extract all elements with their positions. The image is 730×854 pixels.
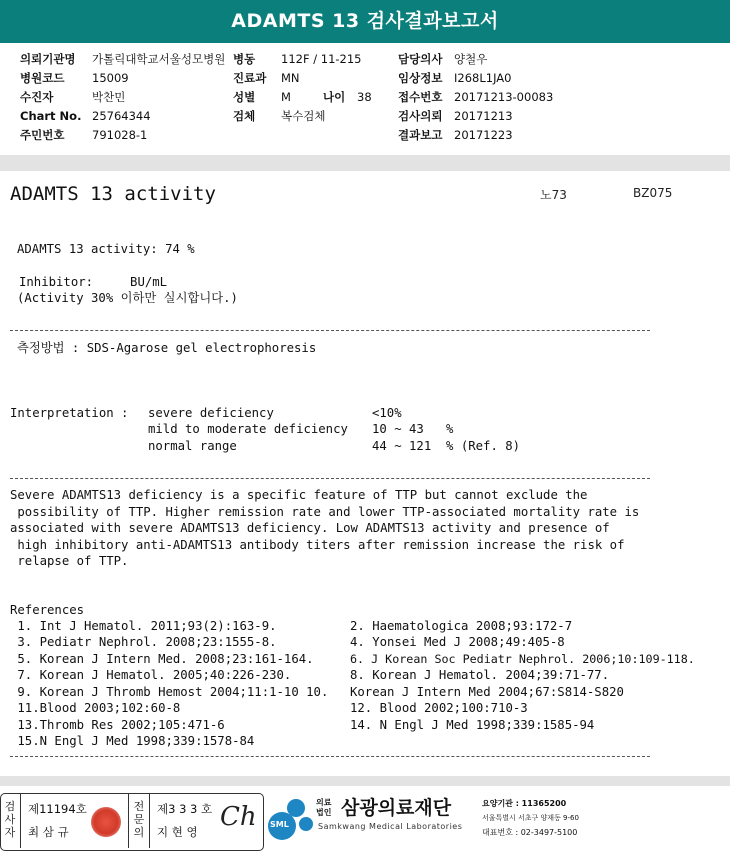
clinical-info-value: I268L1JA0 (454, 71, 512, 85)
inspector-license-no: 제11194호 (28, 802, 87, 816)
specialist-signature: Ch (220, 802, 257, 832)
header-col3 (398, 50, 553, 145)
paragraph-line: relapse of TTP. (10, 554, 129, 568)
paragraph-line: associated with severe ADAMTS13 deficiency. Low ADAMTS13 activity and presence of (10, 521, 610, 535)
patient-label: 수진자 (20, 90, 54, 104)
sml-logo-icon (268, 794, 316, 842)
reference-item: 7. Korean J Hematol. 2005;40:226-230. (10, 668, 292, 682)
activity-result: ADAMTS 13 activity: 74 % (17, 242, 195, 256)
specialist-license-no: 제3 3 3 호 (157, 802, 213, 816)
reference-item: 14. N Engl J Med 1998;339:1585-94 (350, 718, 595, 732)
report-code-2: BZ075 (633, 186, 673, 200)
references-title: References (10, 603, 85, 617)
specialist-name: 지 현 영 (157, 825, 198, 839)
method-line: 측정방법 : SDS-Agarose gel electrophoresis (17, 341, 317, 355)
department-label: 진료과 (233, 71, 267, 85)
reference-item: 6. J Korean Soc Pediatr Nephrol. 2006;10:109-118. (350, 652, 695, 666)
inspector-seal-icon (91, 807, 121, 837)
footer-divider-line (149, 794, 150, 848)
age-value: 38 (357, 90, 372, 104)
chart-no-label: Chart No. (20, 109, 82, 123)
report-date-value: 20171223 (454, 128, 513, 142)
interp-range: 10 ~ 43 % (372, 422, 454, 436)
reference-item: 3. Pediatr Nephrol. 2008;23:1555-8. (10, 635, 277, 649)
org-address: 서울특별시 서초구 양재동 9-60 (482, 814, 579, 822)
report-code-1: 노73 (540, 188, 567, 202)
reference-item: 13.Thromb Res 2002;105:471-6 (10, 718, 225, 732)
patient-value: 박찬민 (92, 90, 126, 104)
interp-name: normal range (148, 439, 237, 453)
org-english-name: Samkwang Medical Laboratories (318, 822, 463, 831)
paragraph-line: Severe ADAMTS13 deficiency is a specific feature of TTP but cannot exclude the (10, 488, 588, 502)
referral-org-label: 의뢰기관명 (20, 52, 76, 66)
footer (0, 788, 730, 854)
doctor-value: 양철우 (454, 52, 488, 66)
reference-item: Korean J Intern Med 2004;67:S814-S820 (350, 685, 624, 699)
org-prefix: 의료법인 (316, 798, 332, 817)
ward-value: 112F / 11-215 (281, 52, 362, 66)
reference-item: 15.N Engl J Med 1998;339:1578-84 (10, 734, 255, 748)
report-date-label: 결과보고 (398, 128, 443, 142)
hospital-code-value: 15009 (92, 71, 129, 85)
interp-name: mild to moderate deficiency (148, 422, 348, 436)
age-label: 나이 (323, 90, 346, 104)
footer-divider-line (128, 794, 129, 848)
interpretation-label: Interpretation : (10, 406, 129, 420)
reference-item: 5. Korean J Intern Med. 2008;23:161-164. (10, 652, 314, 666)
inspector-label: 검사자 (4, 800, 16, 839)
specimen-label: 검체 (233, 109, 256, 123)
request-date-label: 검사의뢰 (398, 109, 443, 123)
header-col1 (20, 50, 225, 145)
department-value: MN (281, 71, 300, 85)
footer-divider-line (20, 794, 21, 848)
hospital-code-label: 병원코드 (20, 71, 65, 85)
reference-item: 8. Korean J Hematol. 2004;39:71-77. (350, 668, 610, 682)
interp-range: 44 ~ 121 % (Ref. 8) (372, 439, 521, 453)
reference-item: 2. Haematologica 2008;93:172-7 (350, 619, 573, 633)
ward-label: 병동 (233, 52, 256, 66)
divider-2 (10, 478, 650, 479)
inhibitor-note: (Activity 30% 이하만 실시합니다.) (17, 291, 238, 305)
doctor-label: 담당의사 (398, 52, 443, 66)
org-phone: 대표번호 : 02-3497-5100 (482, 828, 578, 837)
inhibitor-line: Inhibitor: BU/mL (19, 275, 168, 289)
resident-no-label: 주민번호 (20, 128, 65, 142)
clinical-info-label: 임상정보 (398, 71, 443, 85)
report-title: ADAMTS 13 activity (10, 183, 216, 205)
org-name: 삼광의료재단 (341, 797, 452, 819)
sex-value: M (281, 90, 291, 104)
org-code: 요양기관 : 11365200 (482, 799, 567, 808)
footer-divider (0, 776, 730, 786)
paragraph-line: high inhibitory anti-ADAMTS13 antibody titers after remission increase the risk of (10, 538, 625, 552)
reference-item: 12. Blood 2002;100:710-3 (350, 701, 528, 715)
interp-name: severe deficiency (148, 406, 274, 420)
accession-no-label: 접수번호 (398, 90, 443, 104)
divider-3 (10, 756, 650, 757)
accession-no-value: 20171213-00083 (454, 90, 554, 104)
referral-org-value: 가톨릭대학교서울성모병원 (92, 52, 226, 66)
specialist-label: 전문의 (133, 800, 145, 839)
reference-item: 9. Korean J Thromb Hemost 2004;11:1-10 10. (10, 685, 329, 699)
reference-item: 11.Blood 2003;102:60-8 (10, 701, 181, 715)
specimen-value: 복수검체 (281, 109, 326, 123)
inspector-name: 최 삼 규 (28, 825, 69, 839)
interp-range: <10% (372, 406, 402, 420)
sml-logo-text: SML (270, 820, 289, 829)
resident-no-value: 791028-1 (92, 128, 148, 142)
divider-1 (10, 330, 650, 331)
sex-label: 성별 (233, 90, 256, 104)
chart-no-value: 25764344 (92, 109, 151, 123)
header-divider (0, 155, 730, 171)
reference-item: 1. Int J Hematol. 2011;93(2):163-9. (10, 619, 277, 633)
report-banner-title: ADAMTS 13 검사결과보고서 (0, 0, 730, 43)
reference-item: 4. Yonsei Med J 2008;49:405-8 (350, 635, 565, 649)
request-date-value: 20171213 (454, 109, 513, 123)
header-col2 (233, 50, 372, 126)
paragraph-line: possibility of TTP. Higher remission rate and lower TTP-associated mortality rate is (10, 505, 640, 519)
